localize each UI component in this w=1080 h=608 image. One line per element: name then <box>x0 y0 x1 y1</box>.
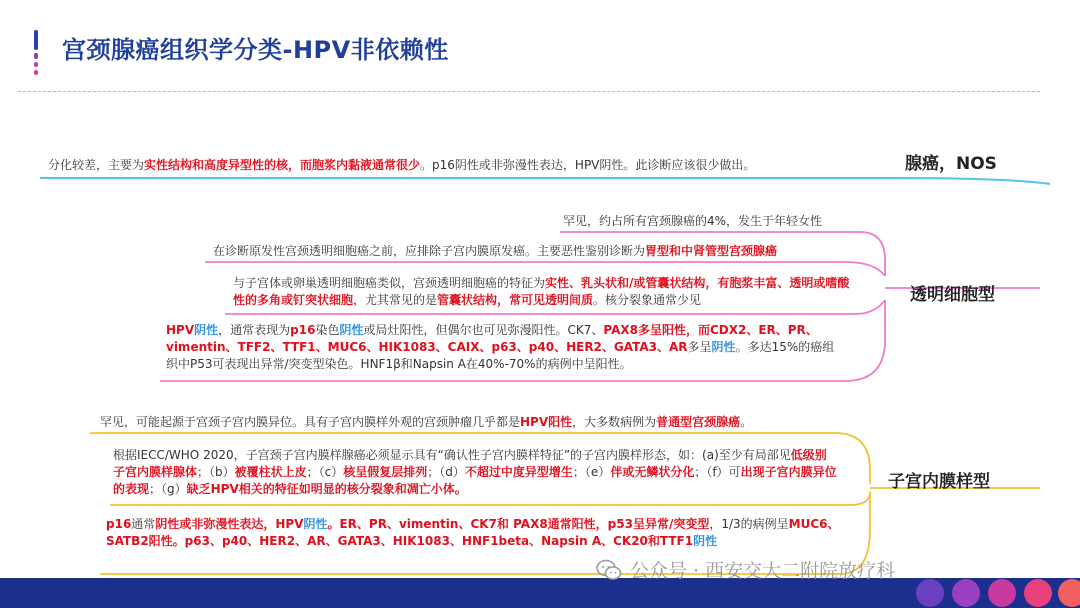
endo-p1: 罕见，可能起源于宫颈子宫内膜异位。具有子宫内膜样外观的宫颈肿瘤几乎都是HPV阳性，大多数病例为普通型宫颈腺癌。 <box>100 415 753 429</box>
page-title: 宫颈腺癌组织学分类-HPV非依赖性 <box>62 36 449 64</box>
endo-p3: p16通常阴性或非弥漫性表达，HPV阴性。ER、PR、vimentin、CK7和 PAX8通常阳性，p53呈异常/突变型，1/3的病例呈MUC6、SATB2阳性。p63、p40、HER2、AR、GATA3、HIK1083、HNF1beta、Napsin A、CK20和TTF1阴性 <box>106 517 840 548</box>
watermark-text: 公众号 · 西安交大二附院放疗科 <box>630 560 896 582</box>
clear-heading: 透明细胞型 <box>910 285 995 305</box>
clear-p2: 在诊断原发性宫颈透明细胞癌之前，应排除子宫内膜原发癌。主要恶性鉴别诊断为胃型和中肾管型宫颈腺癌 <box>213 244 778 258</box>
footer-dot-4 <box>1024 579 1052 607</box>
nos-text: 分化较差，主要为实性结构和高度异型性的核，而胞浆内黏液通常很少。p16阴性或非弥漫性表达，HPV阴性。此诊断应该很少做出。 <box>48 158 756 172</box>
endo-p2: 根据IECC/WHO 2020，子宫颈子宫内膜样腺癌必须显示具有“确认性子宫内膜样特征”的子宫内膜样形态，如：(a)至少有局部见低级别子宫内膜样腺体；（b）被覆柱状上皮；（c）核呈假复层排列；（d）不超过中度异型增生；（e）伴或无鳞状分化；（f）可出现子宫内膜异位的表现；（g）缺乏HPV相关的特征如明显的核分裂象和凋亡小体。 <box>113 448 837 496</box>
clear-p1: 罕见，约占所有宫颈腺癌的4%，发生于年轻女性 <box>563 214 823 228</box>
watermark <box>596 556 895 583</box>
footer-dot-3 <box>988 579 1016 607</box>
nos-connector-line <box>40 178 1050 184</box>
endo-heading: 子宫内膜样型 <box>888 472 990 492</box>
wechat-icon <box>596 559 622 581</box>
clear-p4: HPV阴性，通常表现为p16染色阴性或局灶阳性，但偶尔也可见弥漫阳性。CK7、PAX8多呈阳性，而CDX2、ER、PR、vimentin、TFF2、TTF1、MUC6、HIK1083、CAIX、p63、p40、HER2、GATA3、AR多呈阴性。多达15%的癌组织中P53可表现出异常/突变型染色。HNF1β和Napsin A在40%-70%的病例中呈阳性。 <box>166 323 835 371</box>
nos-heading: 腺癌，NOS <box>905 154 997 174</box>
footer-dot-1 <box>916 579 944 607</box>
footer-bar <box>0 578 1080 608</box>
footer-dot-2 <box>952 579 980 607</box>
clear-p3: 与子宫体或卵巢透明细胞癌类似，宫颈透明细胞癌的特征为实性、乳头状和/或管囊状结构，有胞浆丰富、透明或嗜酸性的多角或钉突状细胞，尤其常见的是管囊状结构，常可见透明间质。核分裂象通常少见 <box>233 276 850 307</box>
clear-branch-2 <box>205 262 885 276</box>
